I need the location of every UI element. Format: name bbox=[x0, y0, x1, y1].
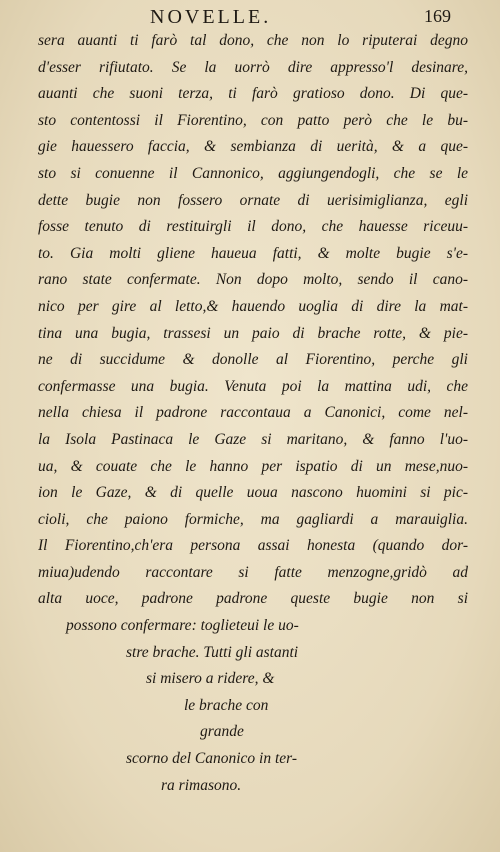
text-line: la Isola Pastinaca le Gaze si maritano, & fanno l'uo- bbox=[38, 430, 468, 448]
text-line: ne di succidume & donolle al Fiorentino, perche gli bbox=[38, 351, 468, 369]
text-line: ion le Gaze, & di quelle uoua nascono huomini si pic- bbox=[38, 484, 468, 502]
body-text bbox=[38, 28, 468, 799]
text-line: sera auanti ti farò tal dono, che non lo riputerai degno bbox=[38, 32, 468, 49]
running-head bbox=[0, 6, 500, 28]
text-line: possono confermare: toglieteui le uo- bbox=[66, 617, 299, 635]
text-line: tina una bugia, trassesi un paio di brache rotte, & pie- bbox=[38, 324, 468, 342]
text-line: alta uoce, padrone padrone queste bugie non si bbox=[38, 590, 468, 608]
text-line: confermasse una bugia. Venuta poi la mattina udi, che bbox=[38, 377, 468, 395]
tail-line: scorno del Canonico in ter- bbox=[126, 750, 298, 768]
text-line: d'esser rifiutato. Se la uorrò dire appresso'l desinare, bbox=[38, 58, 468, 76]
text-line: cioli, che paiono formiche, ma gagliardi a marauiglia. bbox=[38, 510, 468, 528]
running-title: NOVELLE. bbox=[150, 6, 272, 28]
text-line: dette bugie non fossero ornate di uerisimiglianza, egli bbox=[38, 191, 468, 209]
text-line: nella chiesa il padrone raccontaua a Canonici, come nel- bbox=[38, 404, 468, 422]
tail-line: si misero a ridere, & bbox=[146, 670, 275, 688]
text-line: rano state confermate. Non dopo molto, sendo il cano- bbox=[38, 271, 468, 289]
text-line: nico per gire al letto,& hauendo uoglia di dire la mat- bbox=[38, 297, 468, 315]
text-line: auanti che suoni terza, ti farò gratioso dono. Di que- bbox=[38, 85, 468, 103]
text-line: sto si conuenne il Cannonico, aggiungendogli, che se le bbox=[38, 164, 468, 182]
text-line: gie hauessero faccia, & sembianza di uerità, & a que- bbox=[38, 138, 468, 156]
tail-line: ra rimasono. bbox=[161, 776, 242, 794]
text-line: miua)udendo raccontare si fatte menzogne,gridò ad bbox=[38, 563, 468, 581]
tail-line: stre brache. Tutti gli astanti bbox=[126, 643, 299, 661]
text-line: to. Gia molti gliene haueua fatti, & molte bugie s'e- bbox=[38, 244, 468, 262]
text-line: ua, & couate che le hanno per ispatio di un mese,nuo- bbox=[38, 457, 468, 475]
text-line: fosse tenuto di restituirgli il dono, che hauesse riceuu- bbox=[38, 218, 468, 236]
text-line: Il Fiorentino,ch'era persona assai honesta (quando dor- bbox=[38, 537, 468, 555]
text-line: sto contentossi il Fiorentino, con patto però che le bu- bbox=[38, 111, 468, 129]
tail-line: le brache con bbox=[184, 696, 269, 714]
page-number: 169 bbox=[424, 6, 451, 26]
tail-line: grande bbox=[200, 723, 244, 741]
